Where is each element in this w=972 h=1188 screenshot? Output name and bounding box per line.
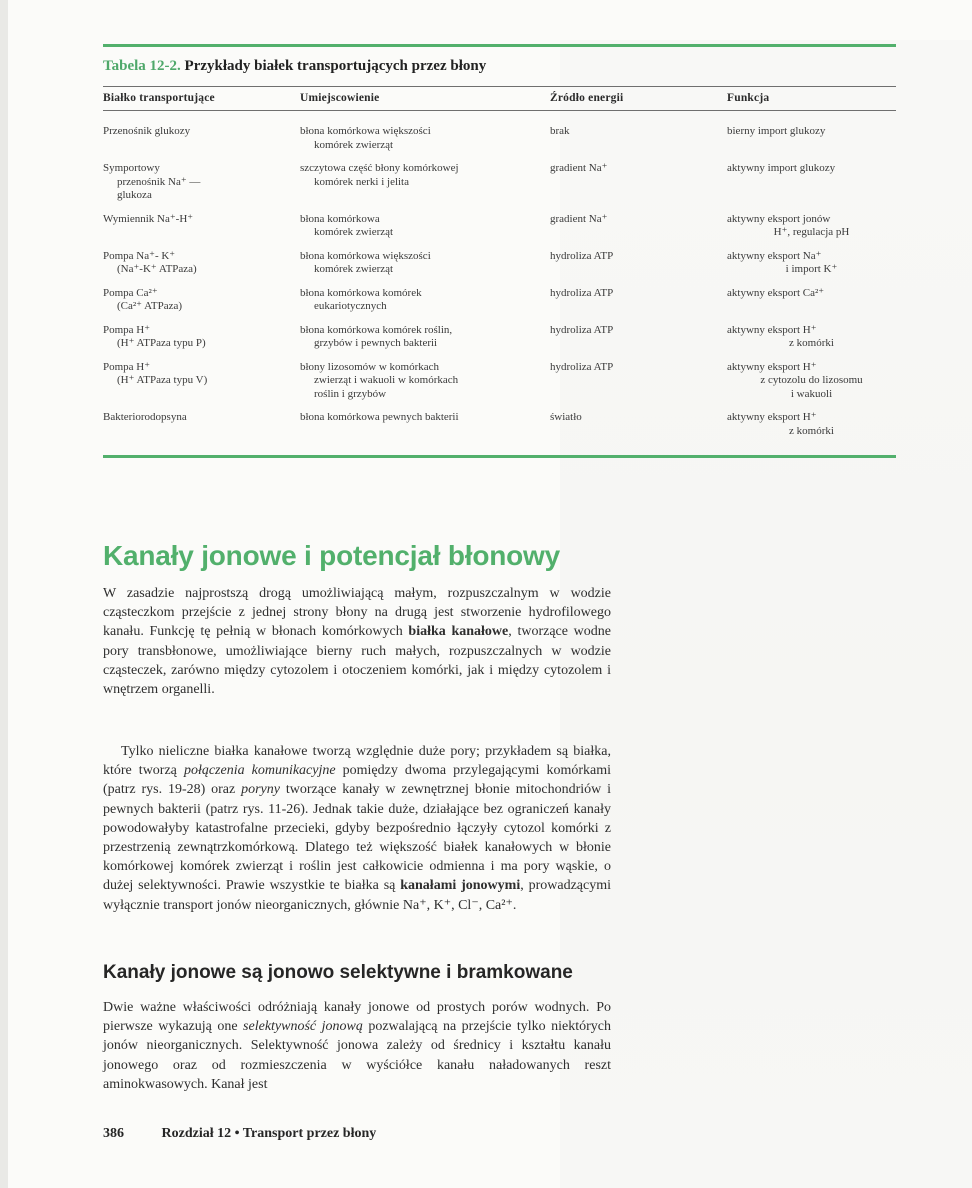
cell-location: [300, 203, 550, 240]
cell-function-line: z komórki: [789, 424, 834, 437]
cell-protein: [103, 111, 300, 153]
subsection-title: Kanały jonowe są jonowo selektywne i bramkowane: [103, 962, 573, 983]
bold-term: kanałami jonowymi: [400, 878, 521, 894]
transport-proteins-table: [103, 86, 896, 438]
cell-energy: gradient Na⁺: [550, 212, 608, 225]
table-row: [103, 152, 896, 203]
cell-location: [300, 351, 550, 402]
table-row: [103, 111, 896, 153]
cell-function: [727, 203, 896, 240]
text-run: pozwalającą na przejście tylko niektórych jonów nieorganicznych. Selektywność jonowa zależy od średnicy i kształtu kanału jonowego oraz od rozmieszczenia w wyściółce kanału naładowanych reszt aminokwasowych. Kanał jest: [103, 1019, 612, 1092]
cell-location-line: komórek nerki i jelita: [314, 175, 409, 188]
cell-protein-line: Bakteriorodopsyna: [103, 411, 187, 423]
cell-function: [727, 240, 896, 277]
cell-location-line: komórek zwierząt: [314, 263, 394, 275]
cell-location-line: grzybów i pewnych bakterii: [314, 337, 438, 349]
cell-protein-line: Pompa Ca²⁺: [103, 286, 158, 299]
cell-protein: [103, 203, 300, 240]
cell-protein-line: Pompa H⁺: [103, 360, 151, 373]
cell-protein: [103, 314, 300, 351]
cell-function-line: aktywny eksport H⁺: [727, 360, 817, 373]
header-function: Funkcja: [727, 87, 896, 111]
cell-energy: hydroliza ATP: [550, 249, 614, 262]
cell-energy: hydroliza ATP: [550, 323, 614, 336]
italic-term: selektywność jonową: [243, 1019, 363, 1035]
cell-location-line: błona komórkowa większości: [300, 249, 431, 262]
text-run: pomiędzy dwoma przylegającymi komórkami (patrz rys. 19-28) oraz: [103, 763, 611, 798]
cell-energy: gradient Na⁺: [550, 162, 608, 174]
cell-function: [727, 111, 896, 153]
table-header-row: [103, 87, 896, 111]
table-row: [103, 314, 896, 351]
cell-protein: [103, 240, 300, 277]
cell-function-line: aktywny eksport H⁺: [727, 411, 817, 423]
cell-energy: światło: [550, 411, 582, 423]
cell-function-line: i wakuoli: [790, 387, 833, 400]
cell-function: [727, 401, 896, 438]
cell-energy: hydroliza ATP: [550, 286, 614, 299]
cell-function-line: z komórki: [789, 337, 834, 349]
table-caption-number: Tabela 12-2.: [103, 58, 181, 74]
cell-function-line: aktywny import glukozy: [727, 162, 836, 174]
paragraph-2: [103, 742, 611, 915]
table-row: [103, 351, 896, 402]
table-body: [103, 111, 896, 439]
cell-location-line: eukariotycznych: [314, 300, 387, 312]
cell-protein-line: Pompa H⁺: [103, 323, 151, 336]
table-row: [103, 203, 896, 240]
cell-location: [300, 277, 550, 314]
table-12-2: [103, 44, 896, 458]
header-energy: Źródło energii: [550, 87, 727, 111]
section-title: Kanały jonowe i potencjał błonowy: [103, 540, 561, 571]
cell-protein-line: (Na⁺-K⁺ ATPaza): [117, 263, 197, 275]
cell-protein-line: Wymiennik Na⁺-H⁺: [103, 212, 194, 225]
table-top-rule: [103, 44, 896, 47]
cell-function: [727, 351, 896, 402]
cell-location-line: komórek zwierząt: [314, 138, 394, 151]
cell-location-line: szczytowa część błony komórkowej: [300, 162, 459, 174]
text-run: W zasadzie najprostszą drogą umożliwiającą małym, rozpuszczalnym w wodzie cząsteczkom przejście z jednej strony błony na drugą jest stworzenie hydrofilowego kanału. Funkcję tę pełnią w błonach komórkowych: [103, 586, 611, 640]
cell-function-line: aktywny eksport jonów: [727, 212, 831, 225]
cell-location-line: błona komórkowa pewnych bakterii: [300, 411, 459, 423]
text-run: tworzące kanały w zewnętrznej błonie mitochondriów i pewnych bakterii (patrz rys. 11-26). Jednak takie duże, działające bez ograniczeń kanały powodowałyby katastrofalne przecieki, gdyby bezpośrednio łączyły cytozol komórki z przestrzenią zewnątrzkomórkową. Dlatego też większość białek kanałowych w błonie komórkowej komórek zwierząt i roślin jest całkowicie odmienna i ma pory wąskie, o dużej selektywności. Prawie wszystkie te białka są: [103, 782, 611, 894]
paragraph-3: [103, 998, 611, 1094]
cell-function-line: aktywny eksport Na⁺: [727, 249, 822, 262]
cell-protein-line: Symportowy: [103, 162, 160, 174]
cell-protein-line: (Ca²⁺ ATPaza): [117, 300, 183, 312]
cell-location-line: komórek zwierząt: [314, 226, 394, 238]
cell-location-line: roślin i grzybów: [314, 387, 387, 400]
table-row: [103, 401, 896, 438]
cell-energy: brak: [550, 125, 570, 137]
cell-location-line: błona komórkowa komórek: [300, 286, 422, 299]
cell-location-line: błona komórkowa: [300, 212, 380, 225]
cell-function-line: z cytozolu do lizosomu: [760, 374, 863, 386]
text-run: Tylko nieliczne białka kanałowe tworzą względnie duże pory; przykładem są białka, które tworzą: [103, 744, 611, 779]
paragraph-1: [103, 584, 611, 699]
cell-function: [727, 314, 896, 351]
cell-protein-line: przenośnik Na⁺ —: [117, 175, 201, 188]
cell-location-line: błony lizosomów w komórkach: [300, 360, 440, 373]
italic-term: poryny: [241, 782, 280, 798]
cell-function-line: bierny import glukozy: [727, 125, 826, 137]
page-number: 386: [103, 1126, 124, 1141]
table-row: [103, 277, 896, 314]
table-row: [103, 240, 896, 277]
cell-protein: [103, 277, 300, 314]
cell-protein-line: glukoza: [117, 189, 152, 201]
text-run: Dwie ważne właściwości odróżniają kanały jonowe od prostych porów wodnych. Po pierwsze wykazują one: [103, 1000, 611, 1035]
cell-protein: [103, 351, 300, 402]
page-footer: [103, 1126, 376, 1142]
cell-function-line: aktywny eksport H⁺: [727, 323, 817, 336]
running-footer-chapter: Rozdział 12 • Transport przez błony: [161, 1126, 377, 1141]
cell-location: [300, 111, 550, 153]
cell-protein: [103, 152, 300, 203]
cell-protein-line: Pompa Na⁺- K⁺: [103, 249, 176, 262]
cell-function: [727, 277, 896, 314]
cell-location: [300, 240, 550, 277]
bold-term: białka kanałowe: [408, 624, 509, 640]
cell-protein-line: Przenośnik glukozy: [103, 125, 191, 137]
cell-protein: [103, 401, 300, 438]
cell-energy: hydroliza ATP: [550, 360, 614, 373]
cell-location-line: błona komórkowa większości: [300, 125, 431, 137]
cell-function-line: aktywny eksport Ca²⁺: [727, 286, 825, 299]
cell-location: [300, 314, 550, 351]
cell-location-line: błona komórkowa komórek roślin,: [300, 323, 453, 336]
table-caption-text: Przykłady białek transportujących przez błony: [184, 58, 487, 74]
cell-function-line: i import K⁺: [785, 263, 838, 275]
italic-term: połączenia komunikacyjne: [183, 763, 336, 779]
cell-function: [727, 152, 896, 203]
page-edge: [0, 0, 8, 1188]
table-bottom-rule: [103, 455, 896, 458]
cell-location: [300, 401, 550, 438]
text-run: , tworzące wodne pory transbłonowe, umożliwiające bierny ruch małych, rozpuszczalnych w wodzie cząsteczek, zarówno między cytozolem i otoczeniem komórki, jak i między cytozolem i wnętrzem organelli.: [103, 624, 612, 698]
text-run: , prowadzącymi wyłącznie transport jonów nieorganicznych, głównie Na⁺, K⁺, Cl⁻, Ca²⁺.: [103, 878, 612, 913]
header-location: Umiejscowienie: [300, 87, 550, 111]
cell-location: [300, 152, 550, 203]
header-protein: Białko transportujące: [103, 87, 300, 111]
cell-protein-line: (H⁺ ATPaza typu V): [117, 374, 208, 386]
cell-protein-line: (H⁺ ATPaza typu P): [117, 337, 206, 349]
cell-function-line: H⁺, regulacja pH: [773, 226, 850, 238]
table-caption: [103, 57, 896, 75]
cell-location-line: zwierząt i wakuoli w komórkach: [314, 374, 459, 386]
